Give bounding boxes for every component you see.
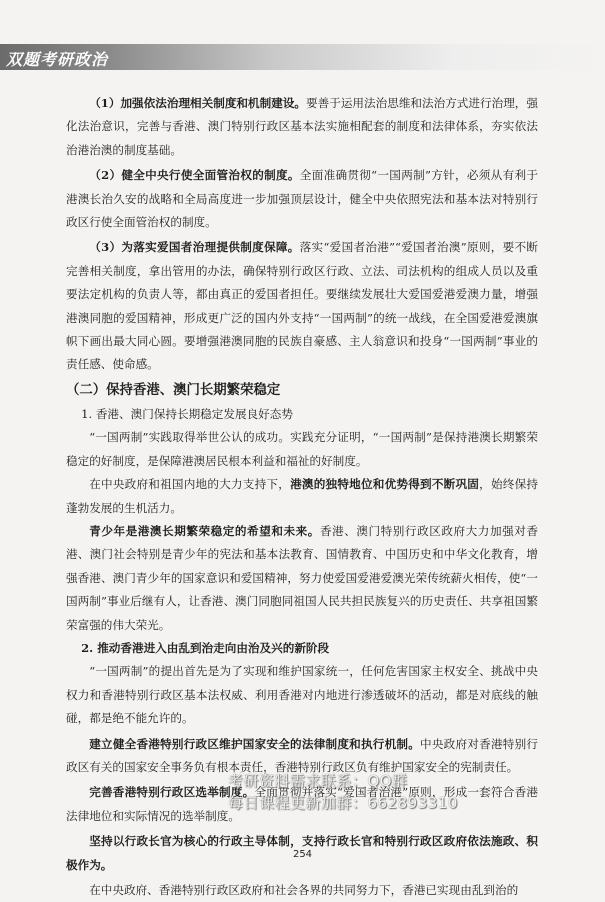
paragraph-11: 在中央政府、香港特别行政区政府和社会各界的共同努力下，香港已实现由乱到治的 [89,883,519,897]
watermark-line-2: 每日课程更新加群：662893310 [228,794,458,812]
paragraph-9-text: 全面贯彻并落实“爱国者治港”原则，形成一套符合香港法律地位和实际情况的选举制度。 [66,785,538,823]
paragraph-6-heading: 青少年是港澳长期繁荣稳定的希望和未来。 [89,523,320,538]
paragraph-2-heading: （2）健全中央行使全面管治权的制度。 [89,168,300,183]
paragraph-1-heading: （1）加强依法治理相关制度和机制建设。 [89,96,307,110]
paragraph-8-text: 中央政府对香港特别行政区有关的国家安全事务负有根本责任，香港特别行政区负有维护国家安全的宪制责任。 [66,736,538,774]
paragraph-6-text: 香港、澳门特别行政区政府大力加强对香港、澳门社会特别是青少年的宪法和基本法教育、国情教育、中国历史和中华文化教育，增强香港、澳门青少年的国家意识和爱国精神，努力使爱国爱港爱澳光荣传统薪火相传，使“一国两制”事业后继有人，让香港、澳门同胞同祖国人民共担民族复兴的历史责任、共享祖国繁荣富强的伟大荣光。 [66,523,538,632]
paragraph-1 [66,92,538,162]
paragraph-10-heading: 坚持以行政长官为核心的行政主导体制，支持行政长官和特别行政区政府依法施政、积极作为。 [66,834,538,872]
paragraph-7: “一国两制”的提出首先是为了实现和维护国家统一，任何危害国家主权安全、挑战中央权力和香港特别行政区基本法权威、利用香港对内地进行渗透破坏的活动，都是对底线的触碰，都是绝不能允许的。 [66,664,538,726]
subsection-heading-1: 1. 香港、澳门保持长期稳定发展良好态势 [81,406,293,421]
paragraph-9-heading: 完善香港特别行政区选举制度。 [89,785,255,800]
paragraph-3-heading: （3）为落实爱国者治理提供制度保障。 [89,240,300,255]
paragraph-3 [66,236,538,376]
section-heading: （二）保持香港、澳门长期繁荣稳定 [66,382,281,398]
paragraph-2 [66,164,538,234]
watermark-line-1: 考研资料需求联系：QQ群 [228,772,408,790]
page-number: 254 [292,849,313,860]
paragraph-8-heading: 建立健全香港特别行政区维护国家安全的法律制度和执行机制。 [89,736,421,751]
paragraph-1-text: 要善于运用法治思维和法治方式进行治理，强化法治意识，完善与香港、澳门特别行政区基本法实施相配套的制度和法律体系，夯实依法治港治澳的制度基础。 [66,96,538,157]
header-title: 双题考研政治 [6,50,109,69]
paragraph-5-text-b: ，始终保持蓬勃发展的生机活力。 [66,477,538,515]
paragraph-4: “一国两制”实践取得举世公认的成功。实践充分证明，“一国两制”是保持港澳长期繁荣稳定的好制度，是保障港澳居民根本利益和福祉的好制度。 [66,430,538,468]
paragraph-2-text: 全面准确贯彻“一国两制”方针，必须从有利于港澳长治久安的战略和全局高度进一步加强顶层设计，健全中央依照宪法和基本法对特别行政区行使全面管治权的制度。 [66,168,538,230]
subsection-heading-2: 2. 推动香港进入由乱到治走向由治及兴的新阶段 [81,640,330,655]
paragraph-6 [66,520,538,637]
paragraph-5-text-a: 在中央政府和祖国内地的大力支持下， [89,477,291,492]
watermark [228,770,458,814]
paragraph-5 [66,473,538,520]
paragraph-3-text: 落实“爱国者治港”“爱国者治澳”原则，要不断完善相关制度，拿出管用的办法，确保特别行政区行政、立法、司法机构的组成人员以及重要法定机构的负责人等，都由真正的爱国者担任。要继续发展壮大爱国爱港爱澳力量，增强港澳同胞的爱国精神，形成更广泛的国内外支持“一国两制”的统一战线，在全国爱港爱澳旗帜下画出最大同心圆。要增强港澳同胞的民族自豪感、主人翁意识和投身“一国两制”事业的责任感、使命感。 [66,240,538,372]
paragraph-5-emphasis: 港澳的独特地位和优势得到不断巩固 [290,477,480,492]
